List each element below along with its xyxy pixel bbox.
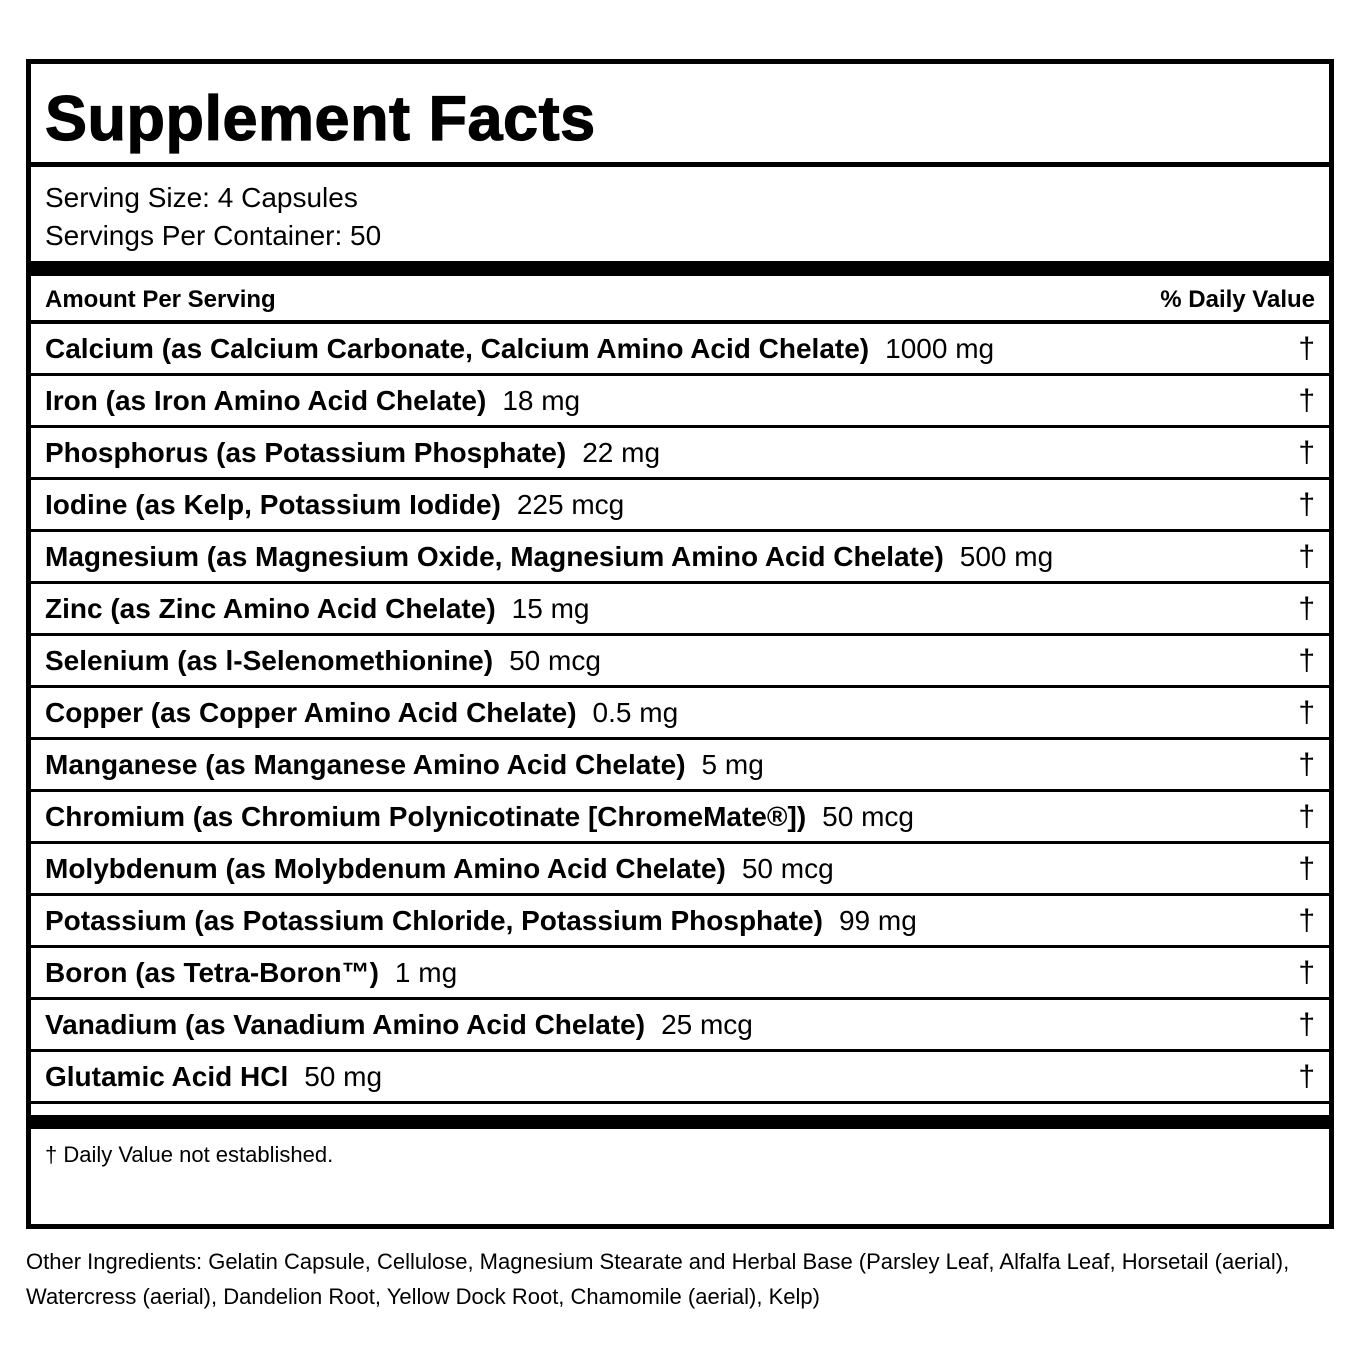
ingredient-entry [45,853,834,885]
ingredient-entry [45,437,660,469]
ingredient-amount: 50 mcg [741,852,834,884]
other-ingredients: Other Ingredients: Gelatin Capsule, Cellulose, Magnesium Stearate and Herbal Base (Parsley Leaf, Alfalfa Leaf, Horsetail (aerial), Watercress (aerial), Dandelion Root, Yellow Dock Root, Chamomile (aerial), Kelp) [26,1249,1290,1309]
daily-value-dagger: † [1298,955,1315,989]
ingredient-name: Iodine (as Kelp, Potassium Iodide) [45,488,501,520]
ingredient-name: Copper (as Copper Amino Acid Chelate) [45,696,577,728]
daily-value-dagger: † [1298,747,1315,781]
servings-per-container: Servings Per Container: 50 [45,220,382,251]
ingredient-row [31,688,1329,740]
ingredient-row [31,740,1329,792]
ingredient-row [31,1000,1329,1052]
ingredient-row [31,428,1329,480]
ingredient-amount: 5 mg [701,748,764,780]
ingredient-row [31,636,1329,688]
ingredient-name: Molybdenum (as Molybdenum Amino Acid Chelate) [45,852,726,884]
ingredient-entry [45,905,917,937]
ingredient-row [31,792,1329,844]
ingredient-amount: 1 mg [394,956,458,988]
ingredient-row [31,844,1329,896]
ingredient-name: Vanadium (as Vanadium Amino Acid Chelate) [45,1008,646,1040]
column-header-row [45,283,1315,317]
serving-size: Serving Size: 4 Capsules [45,182,358,213]
ingredient-entry [45,489,624,521]
daily-value-dagger: † [1298,591,1315,625]
daily-value-dagger: † [1298,1007,1315,1041]
daily-value-dagger: † [1298,1059,1315,1093]
divider-thin [31,162,1329,167]
ingredient-amount: 22 mg [582,436,661,468]
ingredient-row [31,480,1329,532]
ingredient-entry [45,541,1053,573]
daily-value-dagger: † [1298,903,1315,937]
ingredient-entry [45,1009,753,1041]
ingredient-entry [45,1061,382,1093]
ingredient-amount: 50 mcg [509,644,601,676]
ingredient-amount: 15 mg [511,592,590,624]
ingredient-row [31,376,1329,428]
daily-value-dagger: † [1298,331,1315,365]
label-title: Supplement Facts [45,84,596,154]
ingredient-amount: 500 mg [959,540,1054,572]
ingredient-name: Potassium (as Potassium Chloride, Potassium Phosphate) [45,904,823,936]
daily-value-dagger: † [1298,435,1315,469]
daily-value-header: % Daily Value [1160,286,1315,313]
ingredient-amount: 50 mg [304,1060,383,1092]
ingredient-entry [45,645,601,677]
ingredient-name: Chromium (as Chromium Polynicotinate [ChromeMate®]) [45,800,807,832]
amount-per-serving-header: Amount Per Serving [45,286,276,313]
ingredient-amount: 25 mcg [661,1008,753,1040]
daily-value-dagger: † [1298,695,1315,729]
ingredient-name: Magnesium (as Magnesium Oxide, Magnesium Amino Acid Chelate) [45,540,944,572]
divider-thick-bottom [31,1115,1329,1129]
daily-value-dagger: † [1298,383,1315,417]
ingredient-list [31,324,1329,1104]
ingredient-name: Boron (as Tetra-Boron™) [45,956,379,988]
ingredient-row [31,584,1329,636]
ingredient-entry [45,593,589,625]
daily-value-dagger: † [1298,799,1315,833]
daily-value-footnote: † Daily Value not established. [45,1142,334,1167]
ingredient-row [31,324,1329,376]
ingredient-entry [45,333,994,365]
ingredient-name: Iron (as Iron Amino Acid Chelate) [45,384,487,416]
ingredient-name: Calcium (as Calcium Carbonate, Calcium Amino Acid Chelate) [45,332,870,364]
ingredient-amount: 0.5 mg [592,696,679,728]
ingredient-amount: 99 mg [838,904,917,936]
ingredient-entry [45,385,580,417]
ingredient-row [31,532,1329,584]
ingredient-amount: 18 mg [502,384,581,416]
ingredient-row [31,948,1329,1000]
daily-value-dagger: † [1298,539,1315,573]
ingredient-name: Phosphorus (as Potassium Phosphate) [45,436,567,468]
ingredient-amount: 225 mcg [516,488,625,520]
ingredient-amount: 50 mcg [822,800,914,832]
daily-value-dagger: † [1298,851,1315,885]
ingredient-row [31,896,1329,948]
ingredient-name: Glutamic Acid HCl [45,1060,289,1092]
ingredient-name: Selenium (as l-Selenomethionine) [45,644,494,676]
ingredient-entry [45,801,914,833]
daily-value-dagger: † [1298,487,1315,521]
ingredient-row [31,1052,1329,1104]
divider-thick [31,261,1329,276]
ingredient-entry [45,957,457,989]
ingredient-entry [45,697,678,729]
ingredient-name: Manganese (as Manganese Amino Acid Chelate) [45,748,686,780]
ingredient-amount: 1000 mg [885,332,995,364]
supplement-facts-panel [26,59,1334,1229]
ingredient-entry [45,749,764,781]
ingredient-name: Zinc (as Zinc Amino Acid Chelate) [45,592,496,624]
daily-value-dagger: † [1298,643,1315,677]
serving-info [45,179,381,255]
